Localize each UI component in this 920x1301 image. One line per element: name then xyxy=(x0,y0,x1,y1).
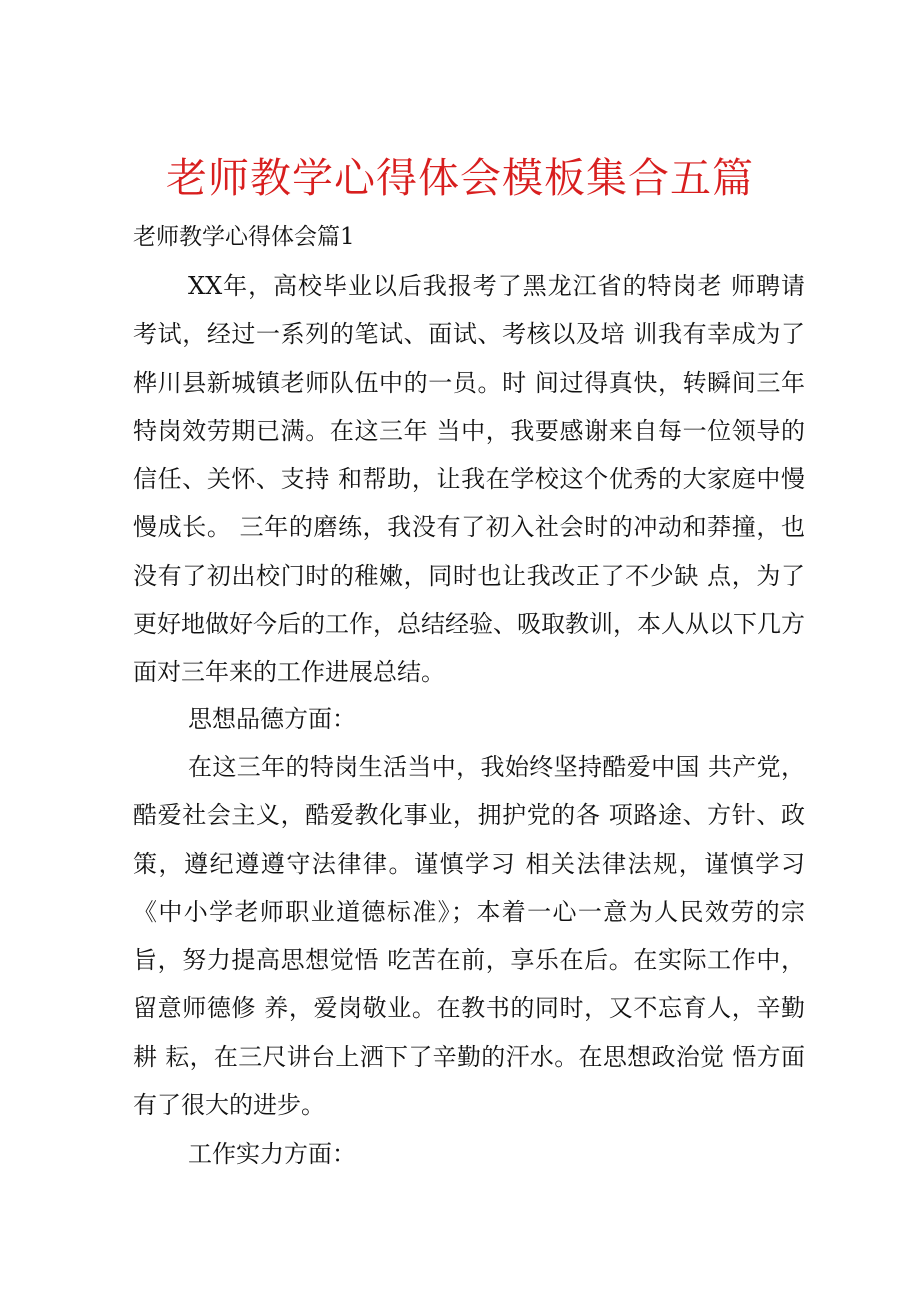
section-subtitle: 老师教学心得体会篇1 xyxy=(133,224,355,250)
body-paragraph: 在这三年的特岗生活当中，我始终坚持酷爱中国 共产党，酷爱社会主义，酷爱教化事业，拥护党的各 项路途、方针、政策，遵纪遵遵守法律律。谨慎学习 相关法律法规，谨慎学习《中小学老师职业道德标准》；本着一心一意为人民效劳的宗旨，努力提高思想觉悟 吃苦在前，享乐在后。在实际工作中，留意师德修 养，爱岗敬业。在教书的同时，又不忘育人，辛勤耕 耘，在三尺讲台上洒下了辛勤的汗水。在思想政治觉 悟方面有了很大的进步。 xyxy=(133,753,805,1120)
section-heading-ideology: 思想品德方面： xyxy=(188,705,356,733)
body-paragraph: XX年，高校毕业以后我报考了黑龙江省的特岗老 师聘请考试，经过一系列的笔试、面试、考核以及培 训我有幸成为了桦川县新城镇老师队伍中的一员。时 间过得真快，转瞬间三年特岗效劳期已满。在这三年 当中，我要感谢来自每一位领导的信任、关怀、支持 和帮助，让我在学校这个优秀的大家庭中慢慢成长。 三年的磨练，我没有了初入社会时的冲动和莽撞，也 没有了初出校门时的稚嫩，同时也让我改正了不少缺 点，为了更好地做好今后的工作，总结经验、吸取教训，本人从以下几方面对三年来的工作进展总结。 xyxy=(133,272,805,687)
document-title: 老师教学心得体会模板集合五篇 xyxy=(166,154,754,202)
section-heading-ability: 工作实力方面： xyxy=(188,1140,356,1168)
